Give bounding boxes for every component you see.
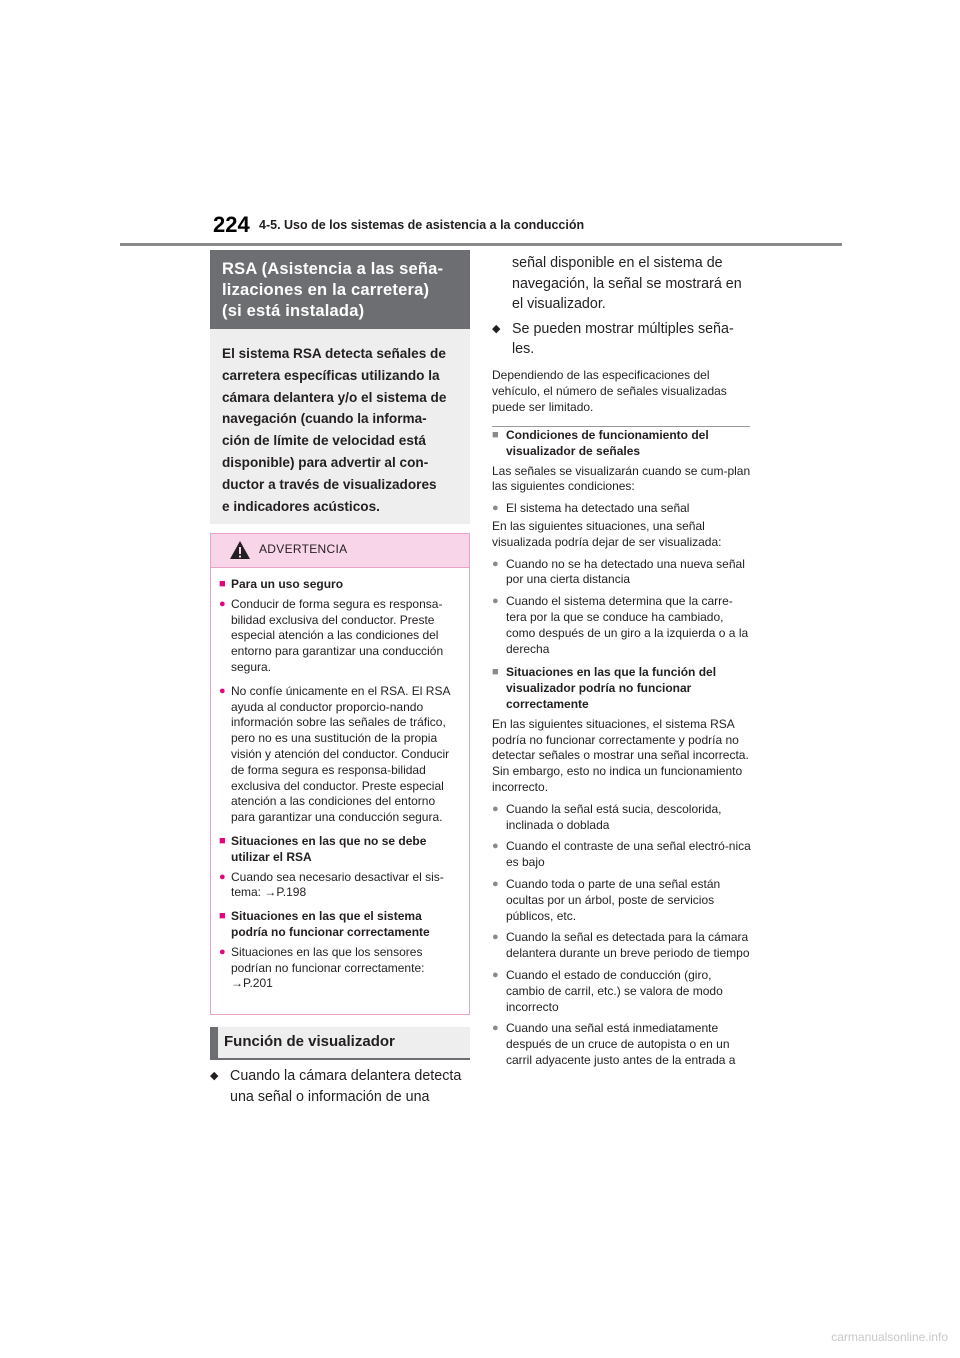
list-item-text: Cuando el sistema determina que la carre-tera por la que se conduce ha cambiado, como después de un giro a la izquierda o a la derecha (506, 594, 749, 656)
list-item-text: Cuando el estado de conducción (giro, cambio de carril, etc.) se valora de modo incorrecto (506, 967, 723, 1014)
square-bullet-icon: ■ (219, 910, 226, 923)
list-item (492, 594, 752, 657)
warning-item-text: No confíe únicamente en el RSA. El RSA ayuda al conductor proporcio-nando información sobre las señales de tráfico, pero no es una sustitución de la propia visión y atención del conductor. Conducir de forma segura es responsa-bilidad exclusiva del conductor. Preste especial atención a las condiciones del entorno para garantizar una conducción segura. (231, 683, 450, 825)
list-item (492, 877, 752, 924)
dot-bullet-icon: ● (492, 968, 499, 981)
square-bullet-icon: ■ (219, 834, 226, 847)
warning-section-title: Situaciones en las que el sistema podría no funcionar correctamente (231, 909, 430, 939)
dot-bullet-icon: ● (219, 870, 226, 883)
intro-box (210, 329, 470, 524)
warning-item (219, 684, 461, 826)
dot-bullet-icon: ● (492, 840, 499, 853)
warning-item (219, 945, 461, 992)
dot-bullet-icon: ● (492, 595, 499, 608)
list-item-text: Cuando una señal está inmediatamente después de un cruce de autopista o en un carril adyacente justo antes de la entrada a (506, 1021, 736, 1067)
warning-header (211, 534, 469, 568)
square-bullet-icon: ■ (219, 578, 226, 590)
warning-section-title: Para un uso seguro (231, 577, 344, 591)
list-item (210, 1066, 470, 1107)
list-item-text: Se pueden mostrar múltiples seña-les. (512, 320, 734, 358)
warning-item-text: Conducir de forma segura es responsa-bilidad exclusiva del conductor. Preste especial atención a las condiciones del entorno para garantizar una conducción segura. (231, 596, 444, 674)
list-item-text: señal disponible en el sistema de navegación, la señal se mostrará en el visualizador. (512, 255, 742, 313)
dot-bullet-icon: ● (219, 597, 226, 610)
header-rule (120, 243, 842, 246)
list-item (492, 319, 752, 360)
footer-watermark: carmanualsonline.info (831, 1330, 948, 1344)
intro-line: El sistema RSA detecta señales de (222, 346, 446, 361)
warning-item (219, 597, 461, 676)
dot-bullet-icon: ● (492, 1022, 499, 1035)
warning-label: ADVERTENCIA (259, 542, 348, 556)
section-rule (492, 426, 750, 427)
dot-bullet-icon: ● (492, 877, 499, 890)
list-item-text: Cuando toda o parte de una señal están ocultas por un árbol, poste de servicios públicos, etc. (506, 876, 721, 923)
dot-bullet-icon: ● (219, 684, 226, 697)
dot-bullet-icon: ● (492, 557, 499, 570)
chapter-header: 4-5. Uso de los sistemas de asistencia a la conducción (259, 218, 585, 232)
warning-body (211, 568, 469, 992)
dot-bullet-icon: ● (492, 502, 499, 515)
right-top-block (492, 253, 752, 415)
section-heading-text: Condiciones de funcionamiento del visualizador de señales (506, 428, 709, 458)
list-item (492, 1021, 752, 1068)
warning-section (219, 577, 461, 593)
intro-line: carretera específicas utilizando la (222, 367, 440, 383)
section-heading (492, 428, 752, 460)
right-main-block (492, 428, 752, 1069)
list-item (492, 501, 752, 517)
diamond-bullet-icon: ◆ (492, 322, 501, 335)
rsa-section-title (210, 250, 470, 329)
section-heading (492, 665, 752, 712)
list-item (492, 968, 752, 1015)
intro-line: navegación (cuando la informa- (222, 411, 427, 427)
list-item-text: Cuando no se ha detectado una nueva señal por una cierta distancia (506, 556, 745, 587)
intro-line: disponible) para advertir al con- (222, 454, 429, 470)
note-text: Dependiendo de las especificaciones del vehículo, el número de señales visualizadas puede ser limitado. (492, 367, 727, 414)
list-item-continuation (492, 253, 752, 315)
intro-line: ción de límite de velocidad está (222, 433, 426, 449)
warning-section-title: Situaciones en las que no se debe utilizar el RSA (231, 833, 427, 864)
warning-section (219, 909, 461, 941)
left-bullet-block (210, 1066, 470, 1107)
list-item (492, 839, 752, 871)
warning-section (219, 834, 461, 866)
list-item-text: Cuando la señal es detectada para la cámara delantera durante un breve periodo de tiempo (506, 930, 750, 961)
warning-item (219, 870, 461, 902)
intro-line: cámara delantera y/o el sistema de (222, 389, 447, 405)
page-number: 224 (213, 212, 250, 237)
list-item-text: El sistema ha detectado una señal (506, 501, 690, 516)
list-item-text: Cuando la señal está sucia, descolorida, inclinada o doblada (506, 801, 722, 832)
rsa-title-line: (si está instalada) (222, 302, 365, 320)
section-heading-text: Situaciones en las que la función del visualizador podría no funcionar correctamente (506, 665, 717, 711)
list-item (492, 802, 752, 834)
list-item-text: Cuando la cámara delantera detecta una señal o información de una (230, 1068, 462, 1105)
dot-bullet-icon: ● (219, 945, 226, 958)
list-item (492, 930, 752, 962)
warning-item-text: Cuando sea necesario desactivar el sis-tema: →P.198 (231, 869, 444, 900)
body-text: En las siguientes situaciones, el sistema RSA podría no funcionar correctamente y podría no detectar señales o mostrar una señal incorrecta. Sin embargo, esto no indica un funcionamiento incorrecto. (492, 716, 749, 794)
intro-line: e indicadores acústicos. (222, 498, 380, 514)
list-item-text: Cuando el contraste de una señal electró-nica es bajo (506, 839, 751, 870)
dot-bullet-icon: ● (492, 931, 499, 944)
warning-triangle-icon (229, 540, 251, 560)
warning-item-text: Situaciones en las que los sensores podrían no funcionar correctamente: →P.201 (231, 944, 425, 991)
square-bullet-icon: ■ (492, 666, 499, 679)
warning-box (210, 533, 470, 1015)
body-text: Las señales se visualizarán cuando se cum-plan las siguientes condiciones: (492, 463, 751, 494)
diamond-bullet-icon: ◆ (210, 1070, 219, 1082)
dot-bullet-icon: ● (492, 802, 499, 815)
rsa-title-line: lizaciones en la carretera) (222, 281, 430, 299)
square-bullet-icon: ■ (492, 429, 499, 441)
function-section-title: Función de visualizador (210, 1027, 470, 1060)
body-text: En las siguientes situaciones, una señal visualizada podría dejar de ser visualizada: (492, 518, 722, 549)
list-item (492, 557, 752, 589)
rsa-title-line: RSA (Asistencia a las seña- (222, 260, 444, 278)
intro-line: ductor a través de visualizadores (222, 476, 437, 492)
